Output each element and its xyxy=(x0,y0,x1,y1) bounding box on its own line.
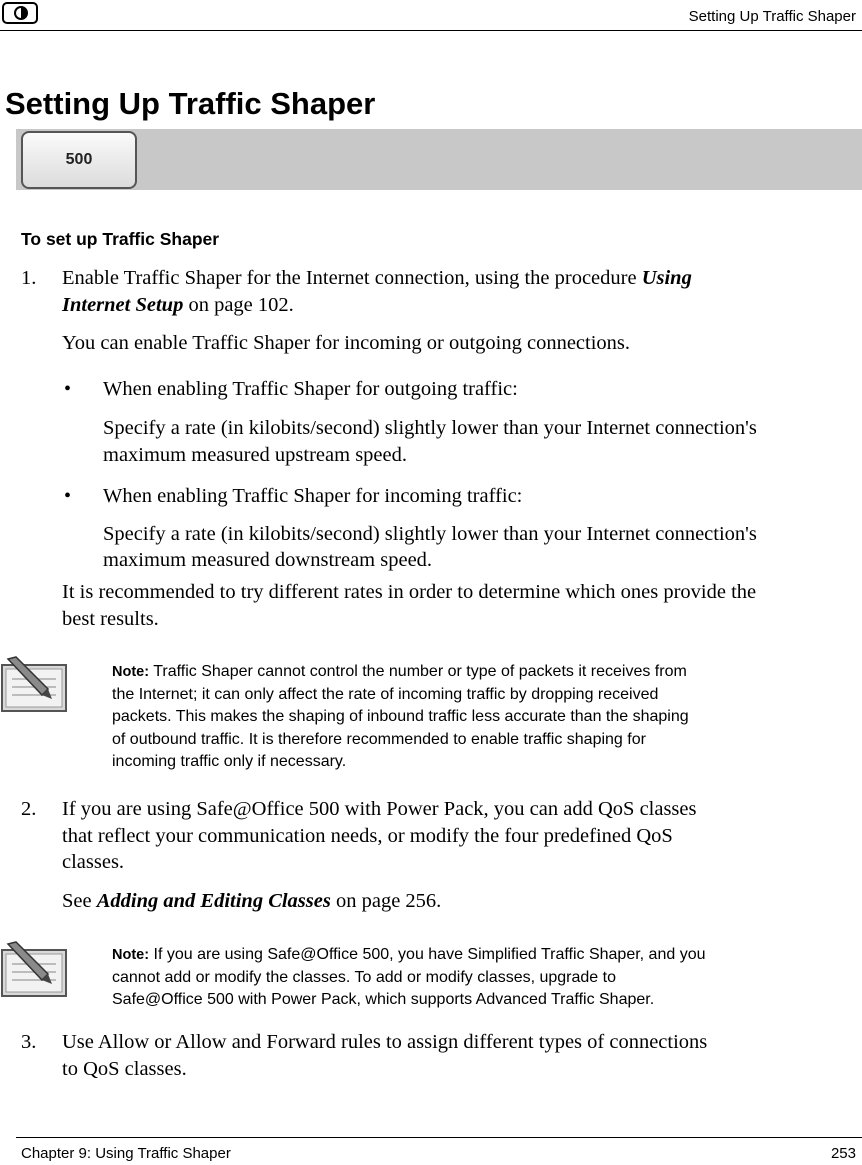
bullet-icon: • xyxy=(64,378,72,400)
footer-rule xyxy=(16,1137,862,1138)
footer-chapter: Chapter 9: Using Traffic Shaper xyxy=(21,1145,231,1162)
note-pencil-icon xyxy=(0,940,70,1000)
step-1-subtext: You can enable Traffic Shaper for incoming or outgoing connections. xyxy=(62,332,631,354)
bullet-detail: Specify a rate (in kilobits/second) slightly lower than your Internet connection's xyxy=(103,523,757,545)
note-text: Note: If you are using Safe@Office 500, you have Simplified Traffic Shaper, and you cannot add or modify the classes. To add or modify classes, upgrade to Safe@Office 500 with Power Pack, which supports Advanced Traffic Shaper. xyxy=(112,946,706,1008)
page-number: 253 xyxy=(830,1145,856,1162)
bullet-detail: Specify a rate (in kilobits/second) slightly lower than your Internet connection's xyxy=(103,417,757,439)
step-2-see-also: See Adding and Editing Classes on page 256. xyxy=(62,890,442,912)
procedure-title: To set up Traffic Shaper xyxy=(21,229,220,249)
step-1-line-1 xyxy=(62,264,692,292)
step-text: classes. xyxy=(62,851,125,873)
cross-reference-link[interactable]: Using xyxy=(641,267,692,289)
note-text: Note: Traffic Shaper cannot control the number or type of packets it receives from the Internet; it can only affect the rate of incoming traffic by dropping received packets. This makes the shaping of inbound traffic less accurate than the shaping of outbound traffic. It is therefore recommended to enable traffic shaping for incoming traffic only if necessary. xyxy=(112,663,689,770)
step-text: that reflect your communication needs, or modify the four predefined QoS xyxy=(62,825,673,847)
step-text: on page 102. xyxy=(183,294,294,316)
bullet-icon: • xyxy=(64,485,72,507)
step-number: 2. xyxy=(21,798,37,820)
note-pencil-icon xyxy=(0,655,70,715)
cross-reference-link[interactable]: Adding and Editing Classes xyxy=(96,890,331,912)
product-logo-icon xyxy=(2,2,38,24)
step-text: Enable Traffic Shaper for the Internet connection, using the procedure xyxy=(62,267,642,289)
step-1-closing: It is recommended to try different rates in order to determine which ones provide the xyxy=(62,581,757,603)
bullet-label: When enabling Traffic Shaper for outgoing traffic: xyxy=(103,378,518,400)
step-text: If you are using Safe@Office 500 with Power Pack, you can add QoS classes xyxy=(62,798,697,820)
page-title: Setting Up Traffic Shaper xyxy=(5,86,376,121)
step-number: 1. xyxy=(21,267,37,289)
running-header-title: Setting Up Traffic Shaper xyxy=(688,8,856,25)
step-1-line-2 xyxy=(62,291,294,319)
bullet-label: When enabling Traffic Shaper for incoming traffic: xyxy=(103,485,523,507)
note-label: Note: xyxy=(112,947,150,963)
step-text: Use Allow or Allow and Forward rules to assign different types of connections xyxy=(62,1031,708,1053)
note-label: Note: xyxy=(112,664,150,680)
step-number: 3. xyxy=(21,1031,37,1053)
model-applicability-bar xyxy=(16,129,862,190)
model-badge: 500 xyxy=(21,131,137,189)
bullet-detail: maximum measured upstream speed. xyxy=(103,444,407,466)
bullet-detail: maximum measured downstream speed. xyxy=(103,549,433,571)
header-rule xyxy=(0,30,862,31)
step-1-closing: best results. xyxy=(62,608,159,630)
step-text: to QoS classes. xyxy=(62,1058,187,1080)
cross-reference-link[interactable]: Internet Setup xyxy=(62,294,184,316)
